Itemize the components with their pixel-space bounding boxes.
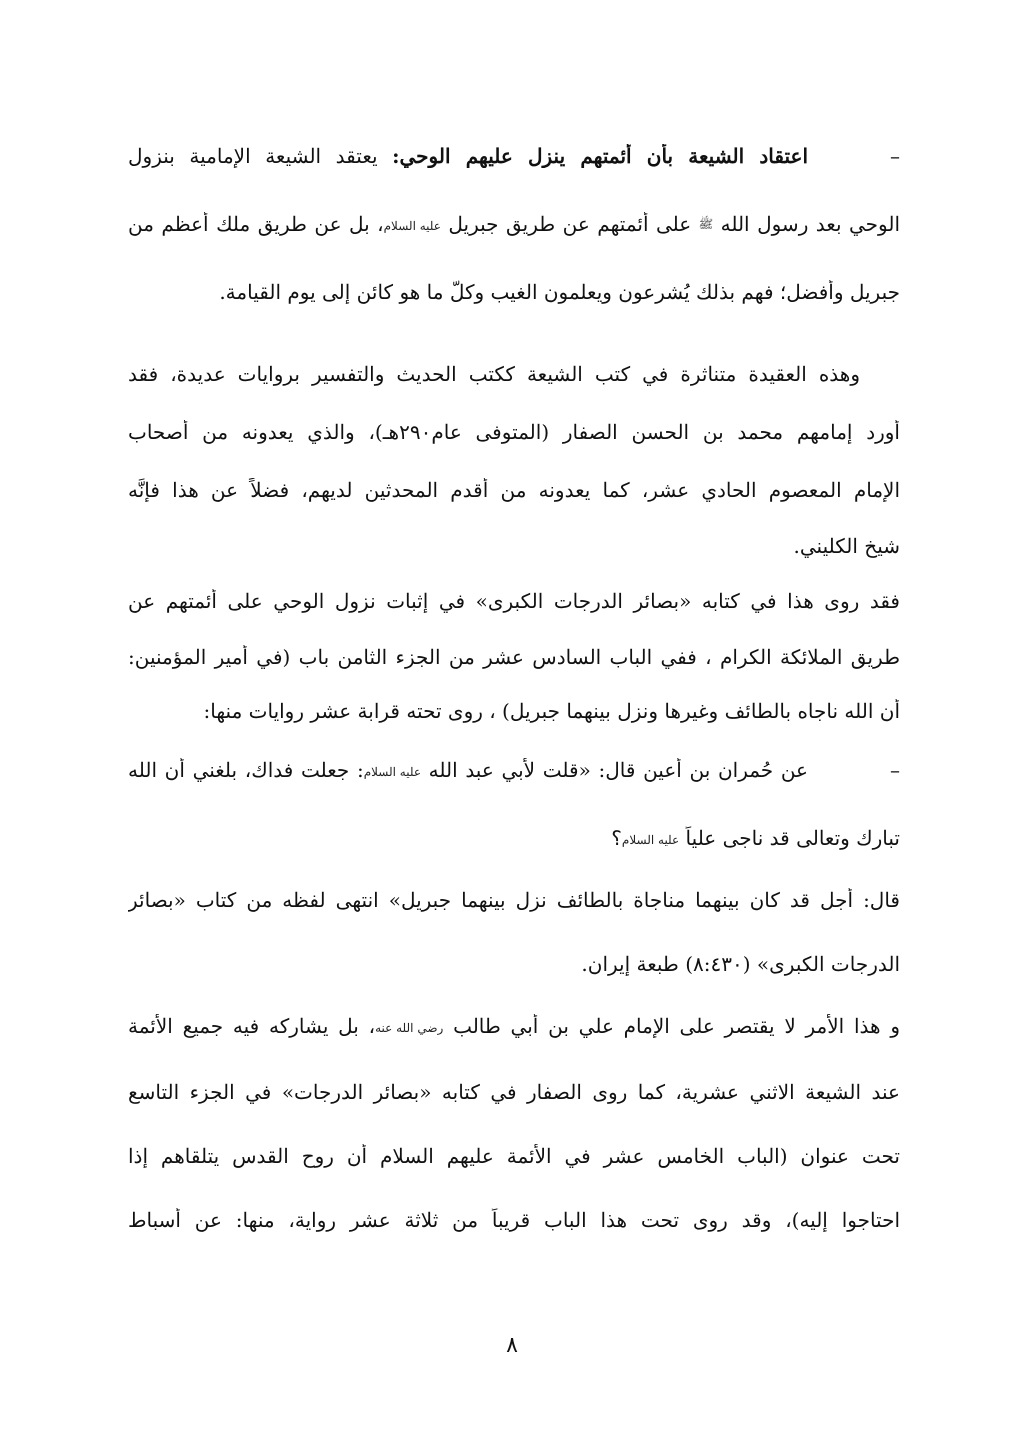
paragraph-line xyxy=(128,534,900,558)
text-span: عن حُمران بن أعين قال: «قلت لأبي عبد الله xyxy=(420,758,808,782)
text-span: الوحي بعد رسول الله xyxy=(713,212,900,236)
text-span: طريق الملائكة الكرام ، ففي الباب السادس عشر من الجزء الثامن باب (في أمير المؤمنين: xyxy=(128,645,900,669)
text-span: تبارك وتعالى قد ناجى علياً xyxy=(679,826,900,850)
paragraph-line xyxy=(128,758,900,782)
section-heading: اعتقاد الشيعة بأن أئمتهم ينزل عليهم الوحي: xyxy=(392,144,809,168)
salawat-icon: ﷺ xyxy=(698,217,714,231)
text-span: ، بل يشاركه فيه جميع الأئمة xyxy=(128,1014,376,1038)
text-span: تحت عنوان (الباب الخامس عشر في الأئمة عليهم السلام أن روح القدس يتلقاهم إذا xyxy=(128,1144,900,1168)
text-span: يعتقد الشيعة الإمامية بنزول xyxy=(128,144,393,168)
text-span: ، بل عن طريق ملك أعظم من xyxy=(128,212,384,236)
text-span: احتاجوا إليه)، وقد روى تحت هذا الباب قريباً من ثلاثة عشر رواية، منها: عن أسباط xyxy=(128,1208,900,1232)
honorific-icon: عليه السلام xyxy=(383,218,441,233)
paragraph-line xyxy=(128,589,900,613)
paragraph-line xyxy=(128,420,900,444)
text-span: وهذه العقيدة متناثرة في كتب الشيعة ككتب الحديث والتفسير بروايات عديدة، فقد xyxy=(128,362,860,386)
text-span: على أئمتهم عن طريق جبريل xyxy=(440,212,699,236)
text-span: أن الله ناجاه بالطائف وغيرها ونزل بينهما جبريل) ، روى تحته قرابة عشر روايات منها: xyxy=(203,699,900,723)
honorific-icon: عليه السلام xyxy=(363,764,421,779)
text-span: فقد روى هذا في كتابه «بصائر الدرجات الكبرى» في إثبات نزول الوحي على أئمتهم عن xyxy=(128,589,900,613)
text-span: الإمام المعصوم الحادي عشر، كما يعدونه من أقدم المحدثين لديهم، فضلاً عن هذا فإنَّه xyxy=(128,478,900,502)
text-span: أورد إمامهم محمد بن الحسن الصفار (المتوفى عام٢٩٠هـ)، والذي يعدونه من أصحاب xyxy=(128,420,900,444)
paragraph-line xyxy=(128,952,900,976)
paragraph-line xyxy=(128,362,900,386)
paragraph-line xyxy=(128,1208,900,1232)
honorific-icon: رضي الله عنه xyxy=(375,1020,444,1035)
paragraph-line xyxy=(128,1014,900,1038)
paragraph-line xyxy=(128,826,900,850)
paragraph-line xyxy=(128,645,900,669)
text-span: و هذا الأمر لا يقتصر على الإمام علي بن أبي طالب xyxy=(443,1014,900,1038)
paragraph-line xyxy=(128,478,900,502)
paragraph-line xyxy=(128,212,900,236)
paragraph-line xyxy=(128,888,900,912)
paragraph-line xyxy=(128,1144,900,1168)
paragraph-line xyxy=(128,280,900,304)
honorific-icon: عليه السلام xyxy=(621,832,680,847)
list-dash: – xyxy=(889,758,900,782)
text-span: الدرجات الكبرى» (٨:٤٣٠) طبعة إيران. xyxy=(581,952,900,976)
text-span: قال: أجل قد كان بينهما مناجاة بالطائف نزل بينهما جبريل» انتهى لفظه من كتاب «بصائر xyxy=(128,888,900,912)
text-span: عند الشيعة الاثني عشرية، كما روى الصفار في كتابه «بصائر الدرجات» في الجزء التاسع xyxy=(128,1080,900,1104)
list-dash: – xyxy=(890,144,900,168)
text-span: شيخ الكليني. xyxy=(793,534,900,558)
paragraph-line xyxy=(128,699,900,723)
paragraph-line xyxy=(128,1080,900,1104)
paragraph-line xyxy=(128,144,900,168)
text-span: جبريل وأفضل؛ فهم بذلك يُشرعون ويعلمون الغيب وكلَّ ما هو كائن إلى يوم القيامة. xyxy=(219,280,900,304)
text-span: : جعلت فداك، بلغني أن الله xyxy=(128,758,364,782)
text-span: ؟ xyxy=(611,826,622,850)
page-number: ٨ xyxy=(506,1333,518,1358)
